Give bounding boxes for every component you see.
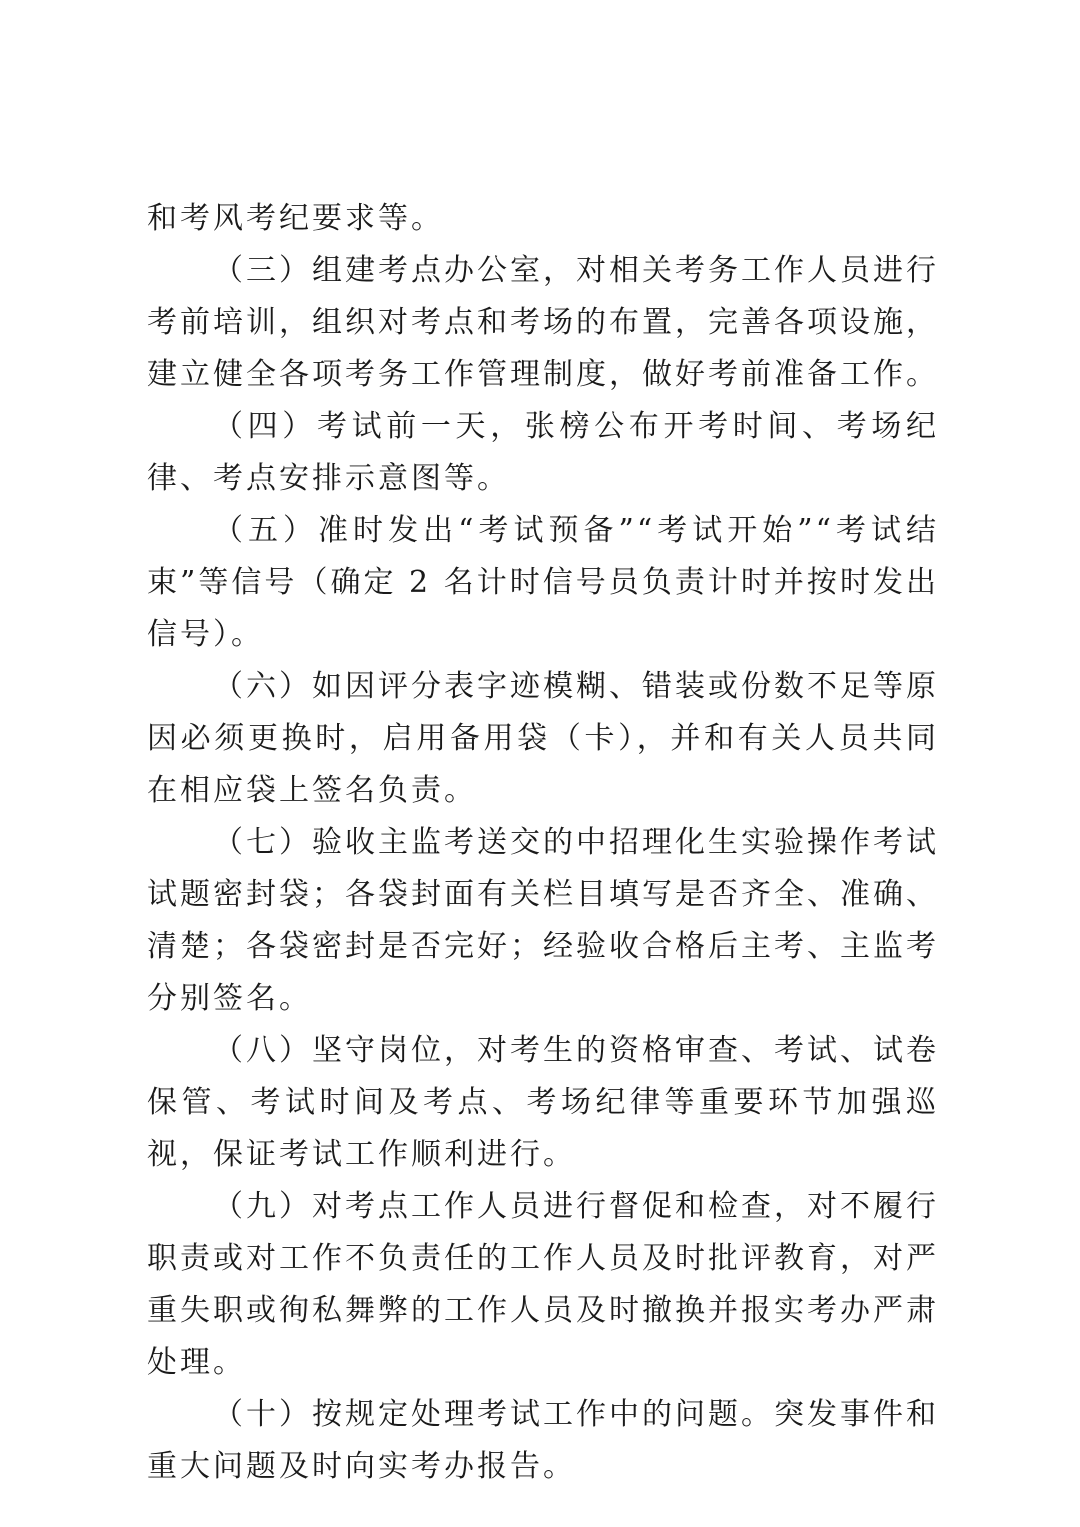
paragraph-item-9: （九）对考点工作人员进行督促和检查，对不履行职责或对工作不负责任的工作人员及时批评教育，对严重失职或徇私舞弊的工作人员及时撤换并报实考办严肃处理。	[147, 1189, 939, 1380]
paragraph-item-3: （三）组建考点办公室，对相关考务工作人员进行考前培训，组织对考点和考场的布置，完善各项设施，建立健全各项考务工作管理制度，做好考前准备工作。	[147, 253, 939, 392]
paragraph-continuation: 和考风考纪要求等。	[147, 201, 444, 236]
paragraph-item-6: （六）如因评分表字迹模糊、错装或份数不足等原因必须更换时，启用备用袋（卡），并和有关人员共同在相应袋上签名负责。	[147, 669, 939, 808]
paragraph-item-4: （四）考试前一天，张榜公布开考时间、考场纪律、考点安排示意图等。	[147, 409, 939, 496]
paragraph-item-7: （七）验收主监考送交的中招理化生实验操作考试试题密封袋；各袋封面有关栏目填写是否齐全、准确、清楚；各袋密封是否完好；经验收合格后主考、主监考分别签名。	[147, 825, 939, 1016]
paragraph-item-5: （五）准时发出“考试预备”“考试开始”“考试结束”等信号（确定 2 名计时信号员负责计时并按时发出信号）。	[147, 513, 939, 652]
document-body	[147, 193, 939, 1493]
paragraph-item-8: （八）坚守岗位，对考生的资格审查、考试、试卷保管、考试时间及考点、考场纪律等重要环节加强巡视，保证考试工作顺利进行。	[147, 1033, 939, 1172]
paragraph-item-10: （十）按规定处理考试工作中的问题。突发事件和重大问题及时向实考办报告。	[147, 1397, 939, 1484]
